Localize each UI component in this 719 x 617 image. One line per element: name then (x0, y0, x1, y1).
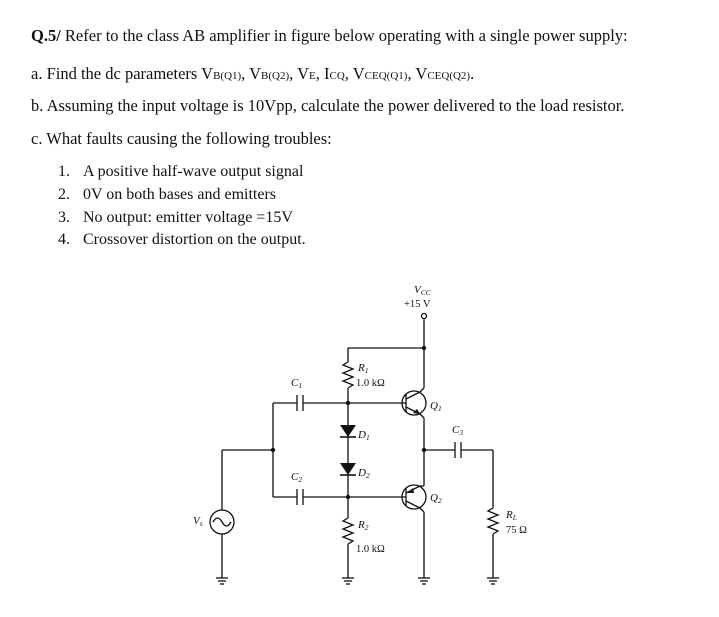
r1-resistor (343, 362, 353, 388)
d1-label: D1 (358, 429, 370, 442)
r2-label: R2 (358, 519, 369, 532)
r2-value: 1.0 kΩ (356, 544, 385, 555)
rl-value: 75 Ω (506, 525, 527, 536)
ve-subscript: E (309, 70, 316, 82)
icq-subscript: CQ (329, 70, 345, 82)
vceq-q2-subscript: CEQ(Q2) (427, 70, 471, 82)
c2-label: C2 (291, 471, 303, 484)
vceq-q1-subscript: CEQ(Q1) (364, 70, 408, 82)
trouble-text: Crossover distortion on the output. (83, 231, 306, 248)
trouble-number: 1. (58, 163, 70, 180)
vb-q1-subscript: B(Q1) (213, 70, 242, 82)
q2-emitter-arrow (407, 488, 414, 493)
ve-symbol: V (297, 64, 310, 83)
d2-label: D2 (358, 467, 370, 480)
sine-wave-icon (213, 518, 231, 526)
vceq-q2-symbol: V (415, 64, 428, 83)
vcc-value: +15 V (404, 299, 431, 310)
vs-label: Vs (193, 515, 203, 528)
trouble-text: A positive half-wave output signal (83, 163, 304, 180)
vceq-q1-symbol: V (352, 64, 365, 83)
vb-q2-subscript: B(Q2) (261, 70, 290, 82)
r1-label: R1 (358, 362, 369, 375)
vb-q2-symbol: V (249, 64, 262, 83)
wire (420, 508, 424, 512)
vcc-label: VCC (414, 284, 431, 297)
r1-value: 1.0 kΩ (356, 378, 385, 389)
c3-label: C3 (452, 424, 464, 437)
trouble-number: 2. (58, 186, 70, 203)
separator: , (344, 64, 353, 83)
vb-q1-symbol: V (201, 64, 214, 83)
ground-icon (418, 578, 430, 584)
d2-diode (340, 463, 356, 475)
separator: , (407, 64, 416, 83)
trouble-text: No output: emitter voltage =15V (83, 209, 293, 226)
rl-label: RL (506, 509, 517, 522)
wire (420, 388, 424, 392)
d1-diode (340, 425, 356, 437)
vcc-terminal (422, 314, 427, 319)
q2-label: Q2 (430, 492, 442, 505)
part-c: c. What faults causing the following troubles: (31, 129, 332, 148)
period: . (470, 64, 475, 83)
ground-icon (342, 578, 354, 584)
separator: , (289, 64, 298, 83)
r2-resistor (343, 518, 353, 544)
part-b: b. Assuming the input voltage is 10Vpp, calculate the power delivered to the load resistor. (31, 96, 625, 115)
wire (420, 414, 424, 418)
ground-icon (487, 578, 499, 584)
rl-resistor (488, 508, 498, 534)
separator: , (241, 64, 250, 83)
separator: , (315, 64, 325, 83)
question-number: Q.5/ (31, 26, 61, 45)
trouble-text: 0V on both bases and emitters (83, 186, 277, 203)
icq-symbol: I (324, 64, 330, 83)
c1-label: C1 (291, 377, 303, 390)
part-a-prefix: a. Find the dc parameters (31, 64, 202, 83)
trouble-number: 4. (58, 231, 70, 248)
question-intro: Refer to the class AB amplifier in figure below operating with a single power supply: (60, 26, 628, 45)
ground-icon (216, 578, 228, 584)
q1-label: Q1 (430, 400, 442, 413)
trouble-number: 3. (58, 209, 70, 226)
